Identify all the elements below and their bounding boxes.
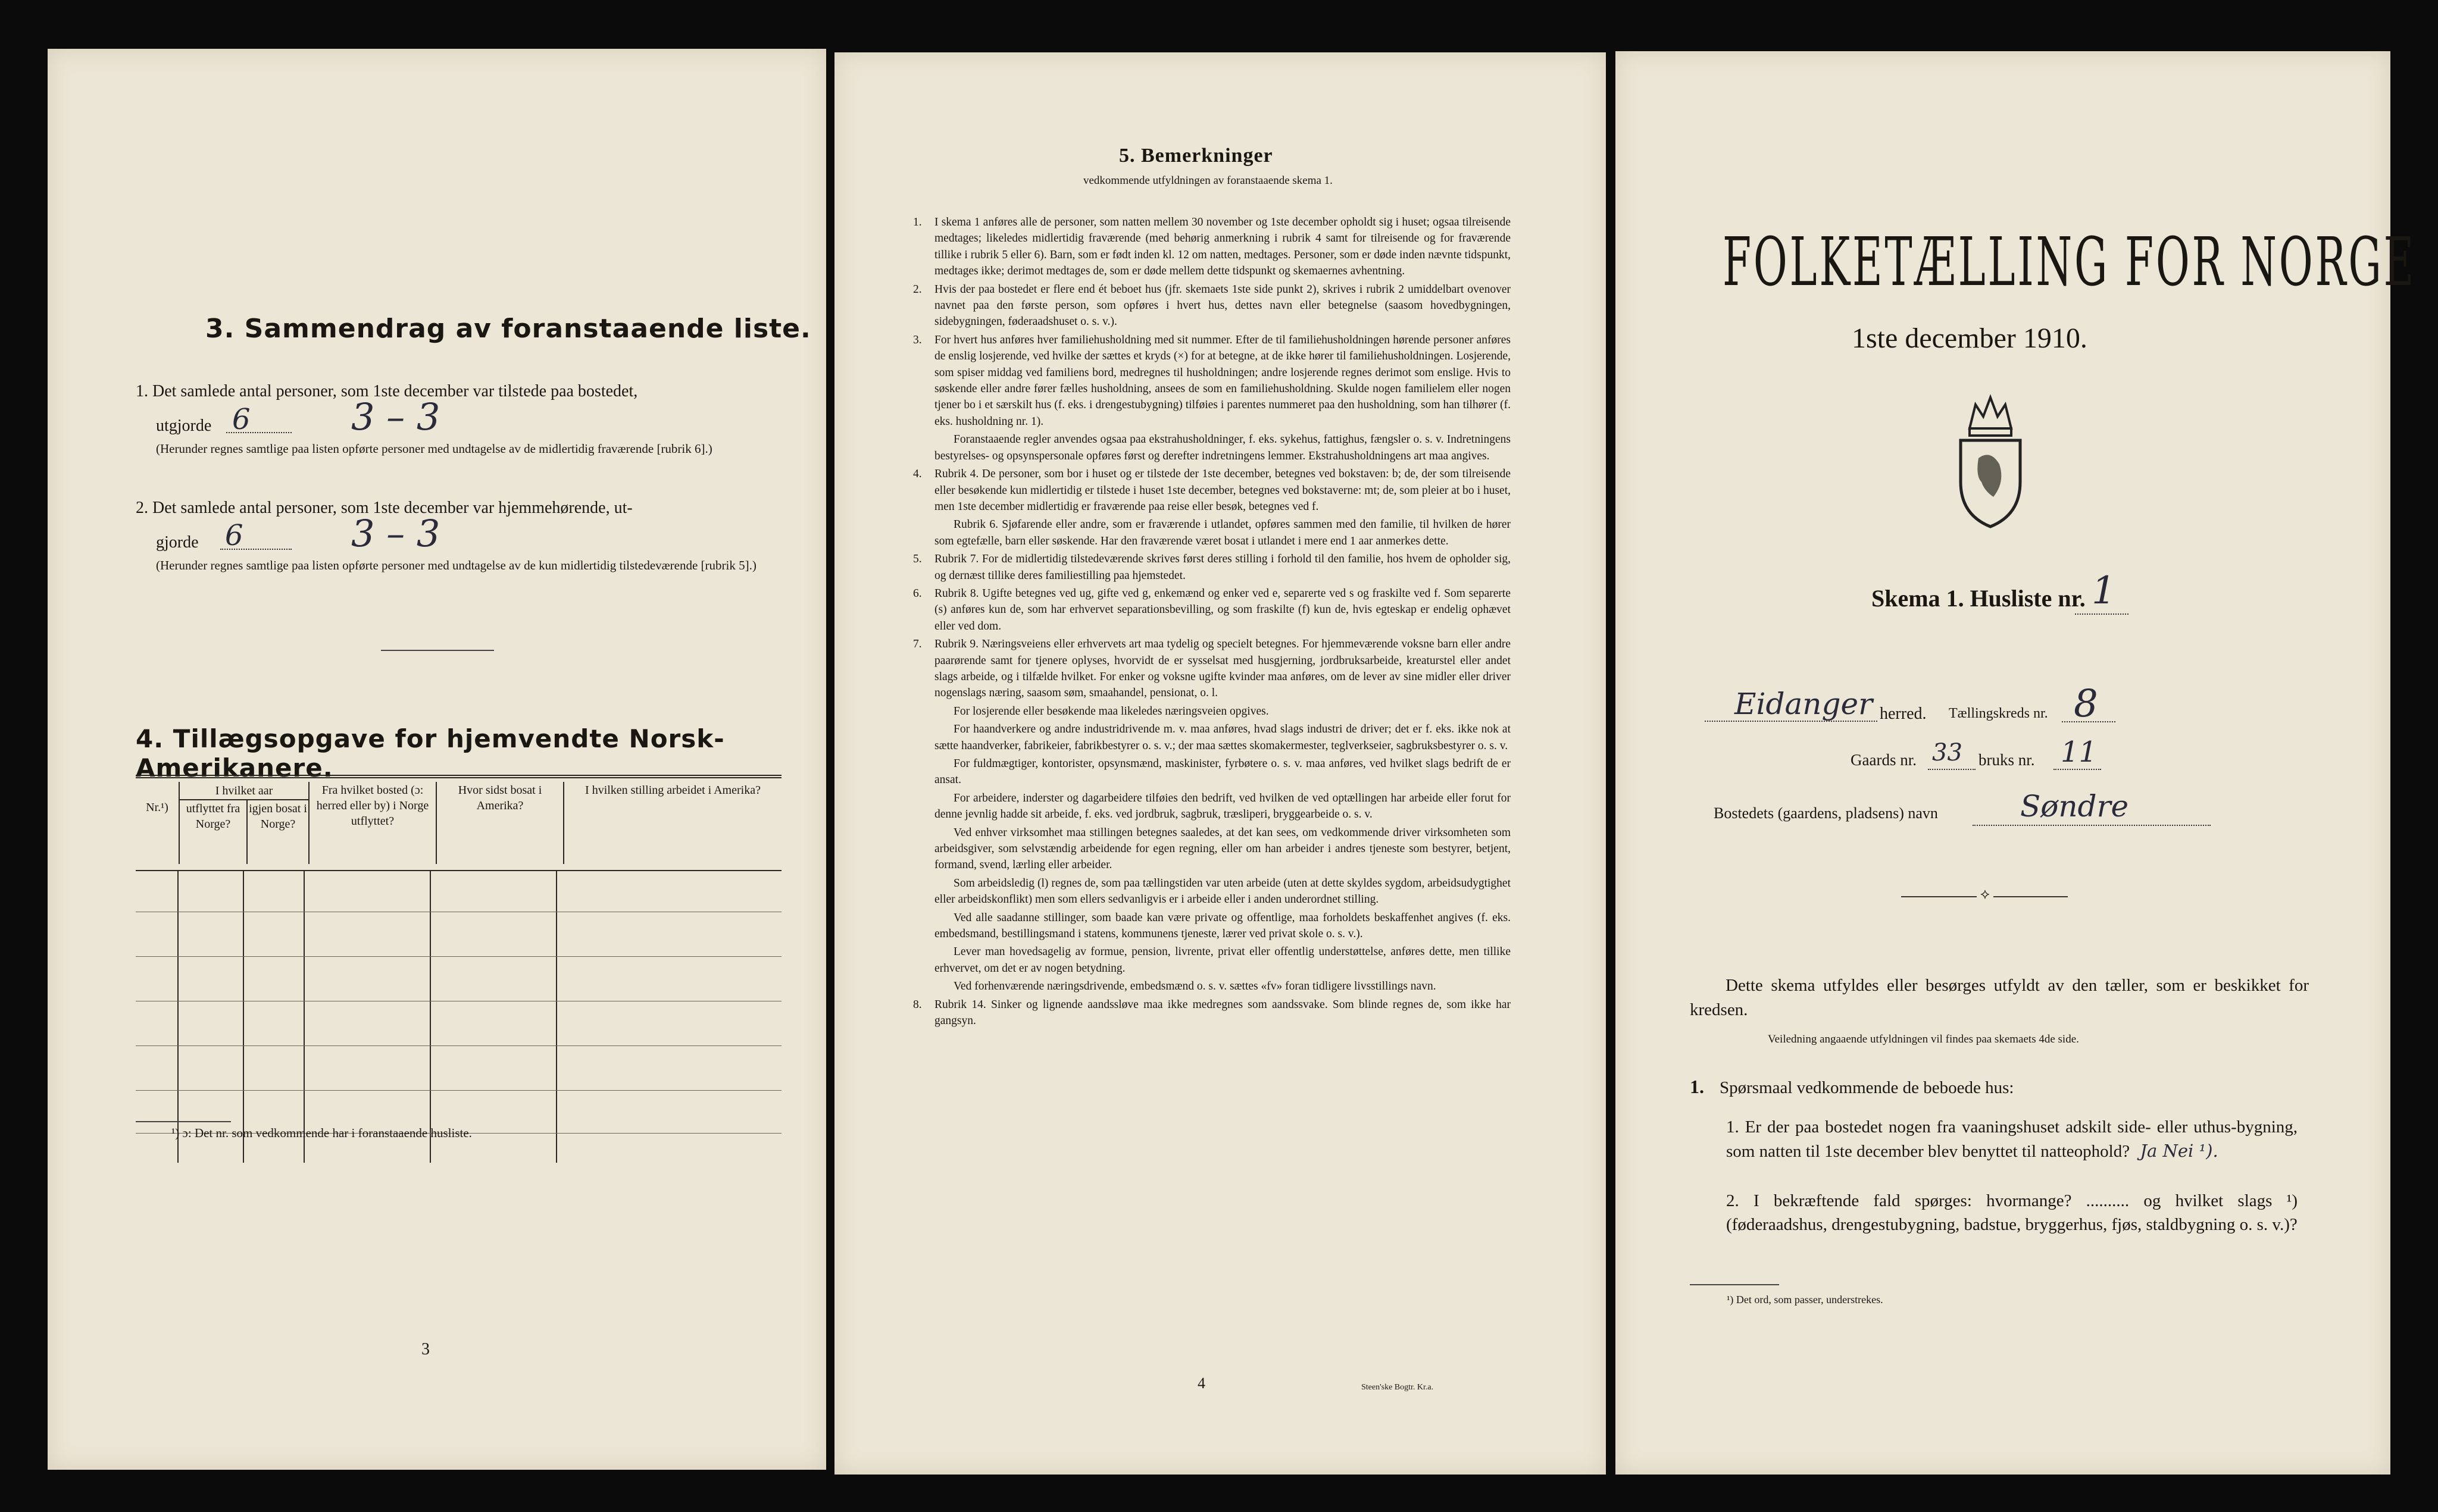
- item1-hand-note: 3 – 3: [351, 395, 440, 439]
- bemerkninger-title: 5. Bemerkninger: [1119, 145, 1273, 167]
- footnote: ¹) Det ord, som passer, understrekes.: [1727, 1294, 1883, 1306]
- skema-label: Skema 1. Husliste nr.: [1871, 585, 2086, 612]
- item1-line: 1. Det samlede antal personer, som 1ste december var tilstede paa bostedet,: [136, 382, 638, 400]
- bruks-value: 11: [2061, 735, 2098, 769]
- remark-text: Hvis der paa bostedet er flere end ét beboet hus (jfr. skemaets 1ste side punkt 2), skrives i rubrik 2 umiddelbart ovenover navnet paa den første person, som opføres i hvert hus, dettes navn eller betegnelse (saasom hovedbygningen, sidebygningen, føderaadshuset o. s. v.).: [934, 283, 1511, 328]
- remark-text: Foranstaaende regler anvendes ogsaa paa ekstrahusholdninger, f. eks. sykehus, fattighus, fængsler o. s. v. Indretningens bestyrelses- og opsynspersonale opføres først og derefter indretningens lemmer. Ekstrahusholdningens art maa angives.: [934, 433, 1511, 462]
- item1-value: 6: [232, 403, 251, 436]
- coat-of-arms-icon: [1949, 393, 2032, 530]
- question-1-text: 1. Er der paa bostedet nogen fra vaaningshuset adskilt side- eller uthus-bygning, som natten til 1ste december blev benyttet til natteophold?: [1726, 1117, 2298, 1161]
- item1-prefix: utgjorde: [156, 417, 212, 435]
- remark-paragraph: [913, 636, 1511, 702]
- item2-prefix: gjorde: [156, 533, 199, 552]
- remark-paragraph: [934, 875, 1511, 908]
- remark-paragraph: [913, 551, 1511, 584]
- footnote: ¹) ɔ: Det nr. som vedkommende har i foranstaaende husliste.: [171, 1126, 472, 1140]
- remark-paragraph: [934, 721, 1511, 754]
- remark-paragraph: [913, 214, 1511, 280]
- bosted-label: Bostedets (gaardens, pladsens) navn: [1714, 804, 1938, 822]
- remark-text: For fuldmægtiger, kontorister, opsynsmænd, maskinister, fyrbøtere o. s. v. maa anføres, ved hvilket slags bedrift de er ansat.: [934, 757, 1511, 787]
- remark-paragraph: [934, 703, 1511, 719]
- remark-text: Rubrik 4. De personer, som bor i huset og er tilstede der 1ste december, betegnes ved bokstaven: b; de, der som tilreisende eller besøkende kun midlertidig er tilstede i huset 1ste december, betegnes ved bokstaverne: mt; de, som pleier at bo i huset, men 1ste december midlertidig er fraværende paa reise eller besøk, betegnes ved f.: [934, 468, 1511, 513]
- remarks-list: [913, 214, 1511, 1380]
- norsk-amerikaner-table: [136, 782, 782, 864]
- herred-label: herred.: [1880, 705, 1927, 723]
- page-right: [1615, 51, 2417, 1475]
- question-section-number: 1.: [1690, 1076, 1704, 1097]
- item2-note: (Herunder regnes samtlige paa listen opførte personer med undtagelse av de kun midlertidig tilstedeværende [rubrik 5].): [156, 558, 757, 572]
- col-group-aar: I hvilket aar: [179, 782, 309, 800]
- item1-dotline: [226, 432, 292, 433]
- section3-title: 3. Sammendrag av foranstaaende liste.: [205, 314, 811, 344]
- remark-text: For haandverkere og andre industridrivende m. v. maa anføres, hvad slags industri de driver; det er f. eks. ikke nok at sætte haandverker, fabrikeier, fabrikbestyrer o. s. v.; der maa sættes skomakermester, teglverkseier, sagbruksbestyrer o. s. v.: [934, 723, 1511, 752]
- bruks-label: bruks nr.: [1978, 751, 2035, 769]
- veiledning-text: Veiledning angaaende utfyldningen vil findes paa skemaets 4de side.: [1768, 1033, 2079, 1045]
- question-section-title: Spørsmaal vedkommende de beboede hus:: [1720, 1078, 2014, 1097]
- table-row-line: [136, 1090, 782, 1091]
- table-top-rule: [136, 775, 782, 778]
- page-number: 4: [1198, 1375, 1205, 1392]
- remark-text: For arbeidere, inderster og dagarbeidere tilføies den bedrift, ved hvilken de ved optællingen har arbeide eller forut for denne jevnlig hadde sit arbeide, f. eks. ved jordbruk, sagbruk, træsliperi, bryggearbeide o. s. v.: [934, 791, 1511, 821]
- item2-dotline: [220, 549, 292, 550]
- remark-text: Rubrik 6. Sjøfarende eller andre, som er fraværende i utlandet, opføres sammen med den familie, til hvilken de hører som egtefælle, barn eller søskende. Har den fraværende været bosat i utlandet i mere end 1 aar anmerkes dette.: [934, 518, 1511, 547]
- col-herred: Fra hvilket bosted (ɔ: herred eller by) i Norge utflyttet?: [309, 782, 436, 864]
- remark-paragraph: [934, 431, 1511, 464]
- remark-number: 1.: [913, 216, 922, 228]
- col-igjen: igjen bosat i Norge?: [247, 800, 309, 864]
- remark-text: For hvert hus anføres hver familiehusholdning med sit nummer. Efter de til familiehusholdningen hørende personer anføres de enslig losjerende, ved hvilke der sættes et kryds (×) for at betegne, at de ikke hører til familiehusholdningen. Losjerende, som spiser middag ved familiens bord, medregnes til husholdningen; andre losjerende regnes derimot som enslige. Hvis to søskende eller andre fører fælles husholdning, ansees de som en familiehusholdning. Skulde nogen familielem eller nogen tjener bo i et særskilt hus (f. eks. i drengestubygning) tilføies i parentes nummeret paa den husholdning, som han tilhører (f. eks. husholdning nr. 1).: [934, 333, 1511, 428]
- remark-number: 2.: [913, 283, 922, 296]
- census-date: 1ste december 1910.: [1852, 323, 2087, 354]
- kreds-label: Tællingskreds nr.: [1949, 706, 2048, 721]
- section4-title: 4. Tillægsopgave for hjemvendte Norsk-Amerikanere.: [136, 724, 725, 782]
- herred-value: Eidanger: [1734, 687, 1873, 721]
- table-col-line: [177, 871, 179, 1163]
- col-utflyttet: utflyttet fra Norge?: [179, 800, 247, 864]
- folketelling-title: FOLKETÆLLING FOR NORGE: [1723, 224, 2417, 301]
- item2-value: 6: [225, 519, 243, 552]
- table-row-line: [136, 1045, 782, 1046]
- remark-paragraph: [934, 910, 1511, 943]
- kreds-dotline: [2062, 721, 2115, 722]
- remark-text: I skema 1 anføres alle de personer, som natten mellem 30 november og 1ste december opholdt sig i huset; ogsaa tilreisende medtages; likeledes midlertidig fraværende (med behørig anmerkning i rubrik 4 samt for tilreisende og for fraværende tillike i rubrik 5 eller 6). Barn, som er født inden kl. 12 om natten, medtages. Personer, som er døde inden nævnte tidspunkt, medtages ikke; derimot medtages de, som er døde mellem dette tidspunkt og skemaernes avhentning.: [934, 216, 1511, 278]
- remark-number: 8.: [913, 998, 922, 1011]
- remark-number: 4.: [913, 468, 922, 481]
- table-row-line: [136, 956, 782, 957]
- remark-number: 7.: [913, 638, 922, 651]
- printer-mark: Steen'ske Bogtr. Kr.a.: [1361, 1383, 1434, 1392]
- remark-paragraph: [934, 790, 1511, 823]
- remark-paragraph: [934, 978, 1511, 994]
- remark-paragraph: [913, 281, 1511, 330]
- item2-hand-note: 3 – 3: [351, 512, 440, 555]
- remark-paragraph: [913, 466, 1511, 515]
- bemerkninger-subtitle: vedkommende utfyldningen av foranstaaende skema 1.: [1083, 174, 1333, 187]
- bruks-dotline: [2053, 769, 2101, 770]
- item2-line: 2. Det samlede antal personer, som 1ste december var hjemmehørende, ut-: [136, 499, 633, 517]
- remark-number: 6.: [913, 587, 922, 600]
- table-body: [136, 871, 782, 1163]
- footnote-rule: [136, 1121, 231, 1122]
- remark-paragraph: [913, 586, 1511, 634]
- ornament-icon: ⟡: [1977, 887, 1993, 903]
- table-col-line: [304, 871, 305, 1163]
- table-col-line: [556, 871, 557, 1163]
- remark-text: Som arbeidsledig (l) regnes de, som paa tællingstiden var uten arbeide (uten at dette skyldes sygdom, arbeidsudygtighet eller arbeidskonflikt) men som ellers sedvanligvis er i arbeide eller i anden underordnet stilling.: [934, 876, 1511, 906]
- remark-number: 3.: [913, 333, 922, 346]
- remark-text: Ved alle saadanne stillinger, som baade kan være private og offentlige, maa forholdets beskaffenhet angives (f. eks. embedsmand, bestillingsmand i statens, kommunens tjeneste, lærer ved privat skole o. s. v.).: [934, 911, 1511, 941]
- remark-paragraph: [913, 332, 1511, 430]
- gaards-label: Gaards nr.: [1851, 751, 1917, 769]
- item1-note: (Herunder regnes samtlige paa listen opførte personer med undtagelse av de midlertidig fraværende [rubrik 6].): [156, 442, 712, 456]
- gaards-value: 33: [1932, 739, 1962, 766]
- page-number: 3: [421, 1340, 430, 1358]
- col-stilling: I hvilken stilling arbeidet i Amerika?: [585, 784, 761, 797]
- remark-text: Rubrik 7. For de midlertidig tilstedeværende skrives først deres stilling i forhold til den familie, hos hvem de opholder sig, og dernæst tillike deres familiestilling paa hjemstedet.: [934, 553, 1511, 582]
- remark-text: Rubrik 8. Ugifte betegnes ved ug, gifte ved g, enkemænd og enker ved e, separerte ved s og fraskilte ved f. Som separerte (s) anføres kun de, som har erhvervet separationsbevilling, og som fraskilte (f) kun de, hvis egteskap er endelig ophævet eller ved dom.: [934, 587, 1511, 633]
- footnote-rule: [1690, 1284, 1779, 1285]
- page-left: [48, 49, 826, 1470]
- skema-nr: 1: [2092, 569, 2116, 613]
- herred-dotline: [1705, 721, 1877, 722]
- remark-paragraph: [934, 516, 1511, 549]
- gaards-dotline: [1928, 769, 1976, 770]
- divider: [381, 650, 494, 651]
- intro-text: Dette skema utfyldes eller besørges utfyldt av den tæller, som er beskikket for kredsen.: [1690, 976, 2309, 1019]
- remark-paragraph: [913, 997, 1511, 1029]
- question-1: [1726, 1115, 2298, 1163]
- remark-text: Lever man hovedsagelig av formue, pension, livrente, privat eller offentlig understøttelse, anføres dette, men tillike erhvervet, om det er av nogen betydning.: [934, 946, 1511, 975]
- remark-paragraph: [934, 944, 1511, 976]
- remark-number: 5.: [913, 553, 922, 566]
- col-nr: Nr.¹): [136, 782, 179, 864]
- table-col-line: [243, 871, 244, 1163]
- skema-dotline: [2075, 613, 2128, 615]
- remark-text: For losjerende eller besøkende maa likeledes næringsveien opgives.: [954, 705, 1269, 718]
- bosted-dotline: [1973, 825, 2211, 826]
- bosted-value: Søndre: [2020, 789, 2129, 824]
- table-col-line: [430, 871, 431, 1163]
- kreds-value: 8: [2074, 682, 2098, 726]
- remark-text: Rubrik 14. Sinker og lignende aandssløve maa ikke medregnes som aandssvake. Som blinde regnes de, som ikke har gangsyn.: [934, 998, 1511, 1028]
- question-1-answer: Ja Nei ¹).: [2140, 1141, 2218, 1161]
- remark-text: Rubrik 9. Næringsveiens eller erhvervets art maa tydelig og specielt betegnes. For hjemmeværende voksne barn eller andre paarørende samt for tjenere oplyses, hvorvidt de er sysselsat med husgjerning, jordbruksarbeide, kreaturstel eller andet slags arbeide, og i tilfælde hvilket. For enker og voksne ugifte kvinder maa anføres, om de lever av sine midler eller driver nogenslags næring, saasom søm, smaahandel, pensionat, o. l.: [934, 638, 1511, 700]
- col-amerika: Hvor sidst bosat i Amerika?: [436, 782, 564, 864]
- remark-paragraph: [934, 825, 1511, 874]
- question-2: 2. I bekræftende fald spørges: hvormange? .......... og hvilket slags ¹) (føderaadshus, drengestubygning, badstue, bryggerhus, fjøs, staldbygning o. s. v.)?: [1726, 1191, 2298, 1234]
- page-middle: [834, 52, 1606, 1475]
- remark-paragraph: [934, 756, 1511, 788]
- remark-text: Ved enhver virksomhet maa stillingen betegnes saaledes, at det kan sees, om vedkommende driver virksomheten som arbeidsgiver, som selvstændig arbeidende for egen regning, eller om han arbeider i andres tjeneste som bestyrer, betjent, formand, svend, lærling eller arbeider.: [934, 826, 1511, 872]
- remark-text: Ved forhenværende næringsdrivende, embedsmænd o. s. v. sættes «fv» foran tidligere livsstillings navn.: [954, 980, 1436, 993]
